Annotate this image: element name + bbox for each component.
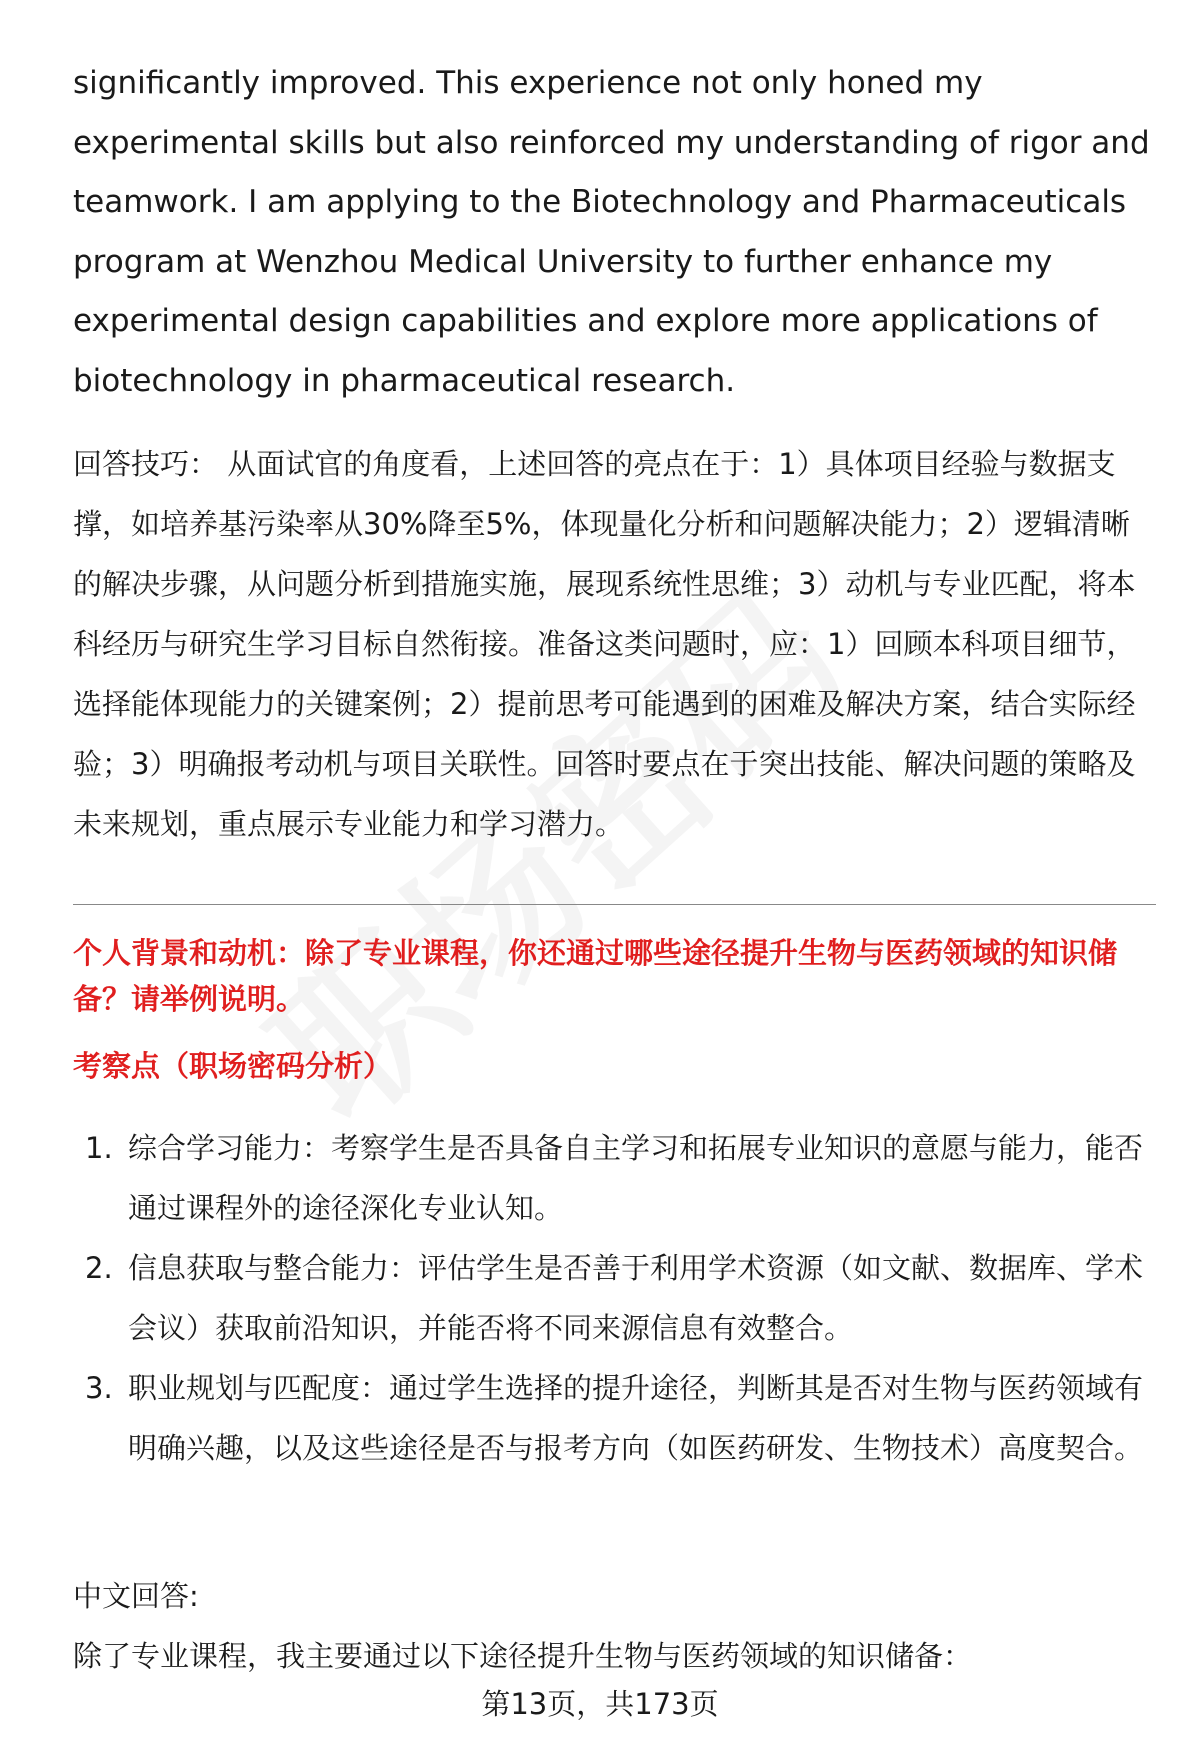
page-indicator: 第13页，共173页 <box>481 1687 719 1721</box>
list-item-number: 1. <box>85 1131 113 1165</box>
list-item-text: 信息获取与整合能力：评估学生是否善于利用学术资源（如文献、数据库、学术会议）获取前沿知识，并能否将不同来源信息有效整合。 <box>128 1251 1144 1345</box>
assessment-points-heading: 考察点（职场密码分析） <box>73 1049 393 1083</box>
list-item-number: 3. <box>85 1371 113 1405</box>
list-item <box>73 1358 1153 1478</box>
list-item-text: 职业规划与匹配度：通过学生选择的提升途径，判断其是否对生物与医药领域有明确兴趣，以及这些途径是否与报考方向（如医药研发、生物技术）高度契合。 <box>128 1371 1144 1465</box>
list-item <box>73 1238 1153 1358</box>
list-item-number: 2. <box>85 1251 113 1285</box>
list-item <box>73 1118 1153 1238</box>
english-paragraph: significantly improved. This experience not only honed my experimental skills but also reinforced my understanding of rigor and teamwork. I am applying to the Biotechnology and Pharmaceuticals program at Wenzhou Medical University to further enhance my experimental design capabilities and explore more applications of biotechnology in pharmaceutical research. <box>73 65 1150 399</box>
chinese-answer-intro: 除了专业课程，我主要通过以下途径提升生物与医药领域的知识储备： <box>73 1639 973 1673</box>
question-heading: 个人背景和动机：除了专业课程，你还通过哪些途径提升生物与医药领域的知识储备？请举例说明。 <box>73 936 1118 1016</box>
answer-tip-paragraph: 回答技巧： 从面试官的角度看，上述回答的亮点在于：1）具体项目经验与数据支撑，如培养基污染率从30%降至5%，体现量化分析和问题解决能力；2）逻辑清晰的解决步骤，从问题分析到措施实施，展现系统性思维；3）动机与专业匹配，将本科经历与研究生学习目标自然衔接。准备这类问题时，应：1）回顾本科项目细节，选择能体现能力的关键案例；2）提前思考可能遇到的困难及解决方案，结合实际经验；3）明确报考动机与项目关联性。回答时要点在于突出技能、解决问题的策略及未来规划，重点展示专业能力和学习潜力。 <box>73 447 1136 841</box>
chinese-answer-label: 中文回答: <box>73 1579 199 1613</box>
assessment-points-list <box>73 1118 1153 1478</box>
section-divider <box>73 904 1156 905</box>
list-item-text: 综合学习能力：考察学生是否具备自主学习和拓展专业知识的意愿与能力，能否通过课程外的途径深化专业认知。 <box>128 1131 1144 1225</box>
